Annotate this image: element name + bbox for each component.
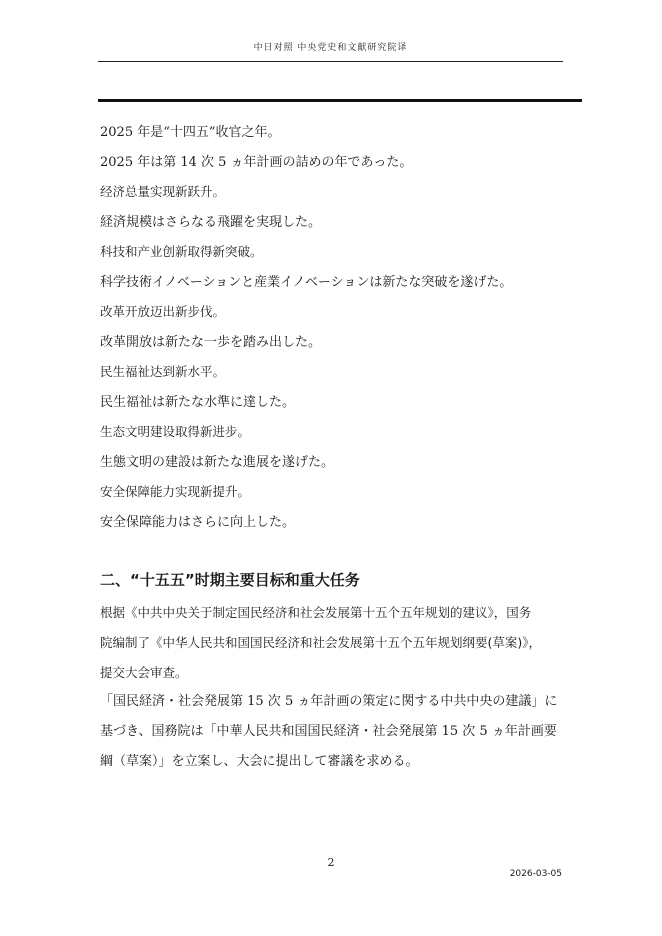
paragraph-line: 改革开放迈出新步伐。	[100, 304, 226, 319]
section-heading: 二、“十五五”时期主要目标和重大任务	[100, 571, 360, 589]
zh-paragraph-line: 根据《中共中央关于制定国民经济和社会发展第十五个五年规划的建议》，国务	[100, 605, 532, 620]
paragraph-line: 民生福祉达到新水平。	[100, 364, 226, 379]
paragraph-line: 生態文明の建設は新たな進展を遂げた。	[100, 455, 335, 470]
paragraph-line: 経済規模はさらなる飛躍を実現した。	[100, 215, 322, 230]
paragraph-line: 2025 年是“十四五”收官之年。	[100, 125, 281, 140]
running-header: 中日对照 中央党史和文献研究院译	[253, 43, 408, 53]
paragraph-line: 科学技術イノベーションと産業イノベーションは新たな突破を遂げた。	[100, 275, 513, 290]
section-divider	[98, 99, 582, 102]
paragraph-line: 民生福祉は新たな水準に達した。	[100, 395, 296, 410]
ja-paragraph-line: 基づき、国務院は「中華人民共和国国民経済・社会発展第 15 次 5 ヵ年計画要	[100, 724, 557, 739]
paragraph-line: 生态文明建设取得新进步。	[100, 424, 251, 439]
paragraph-line: 经济总量实现新跃升。	[100, 184, 226, 199]
paragraph-line: 安全保障能力はさらに向上した。	[100, 515, 296, 530]
paragraph-line: 科技和产业创新取得新突破。	[100, 244, 263, 259]
zh-paragraph-line: 提交大会审查。	[100, 665, 188, 680]
paragraph-line: 安全保障能力实现新提升。	[100, 484, 251, 499]
paragraph-line: 2025 年は第 14 次 5 ヵ年計画の詰めの年であった。	[100, 155, 413, 170]
page-number: 2	[327, 856, 335, 869]
ja-paragraph-line: 綱（草案）」を立案し、大会に提出して審議を求める。	[100, 754, 419, 769]
header-divider	[98, 61, 563, 62]
ja-paragraph-line: 「国民経済・社会発展第 15 次 5 ヵ年計画の策定に関する中共中央の建議」に	[100, 694, 558, 709]
zh-paragraph-line: 院编制了《中华人民共和国国民经济和社会发展第十五个五年规划纲要(草案)》，	[100, 635, 542, 650]
paragraph-line: 改革開放は新たな一歩を踏み出した。	[100, 335, 322, 350]
footer-date: 2026-03-05	[509, 869, 562, 879]
